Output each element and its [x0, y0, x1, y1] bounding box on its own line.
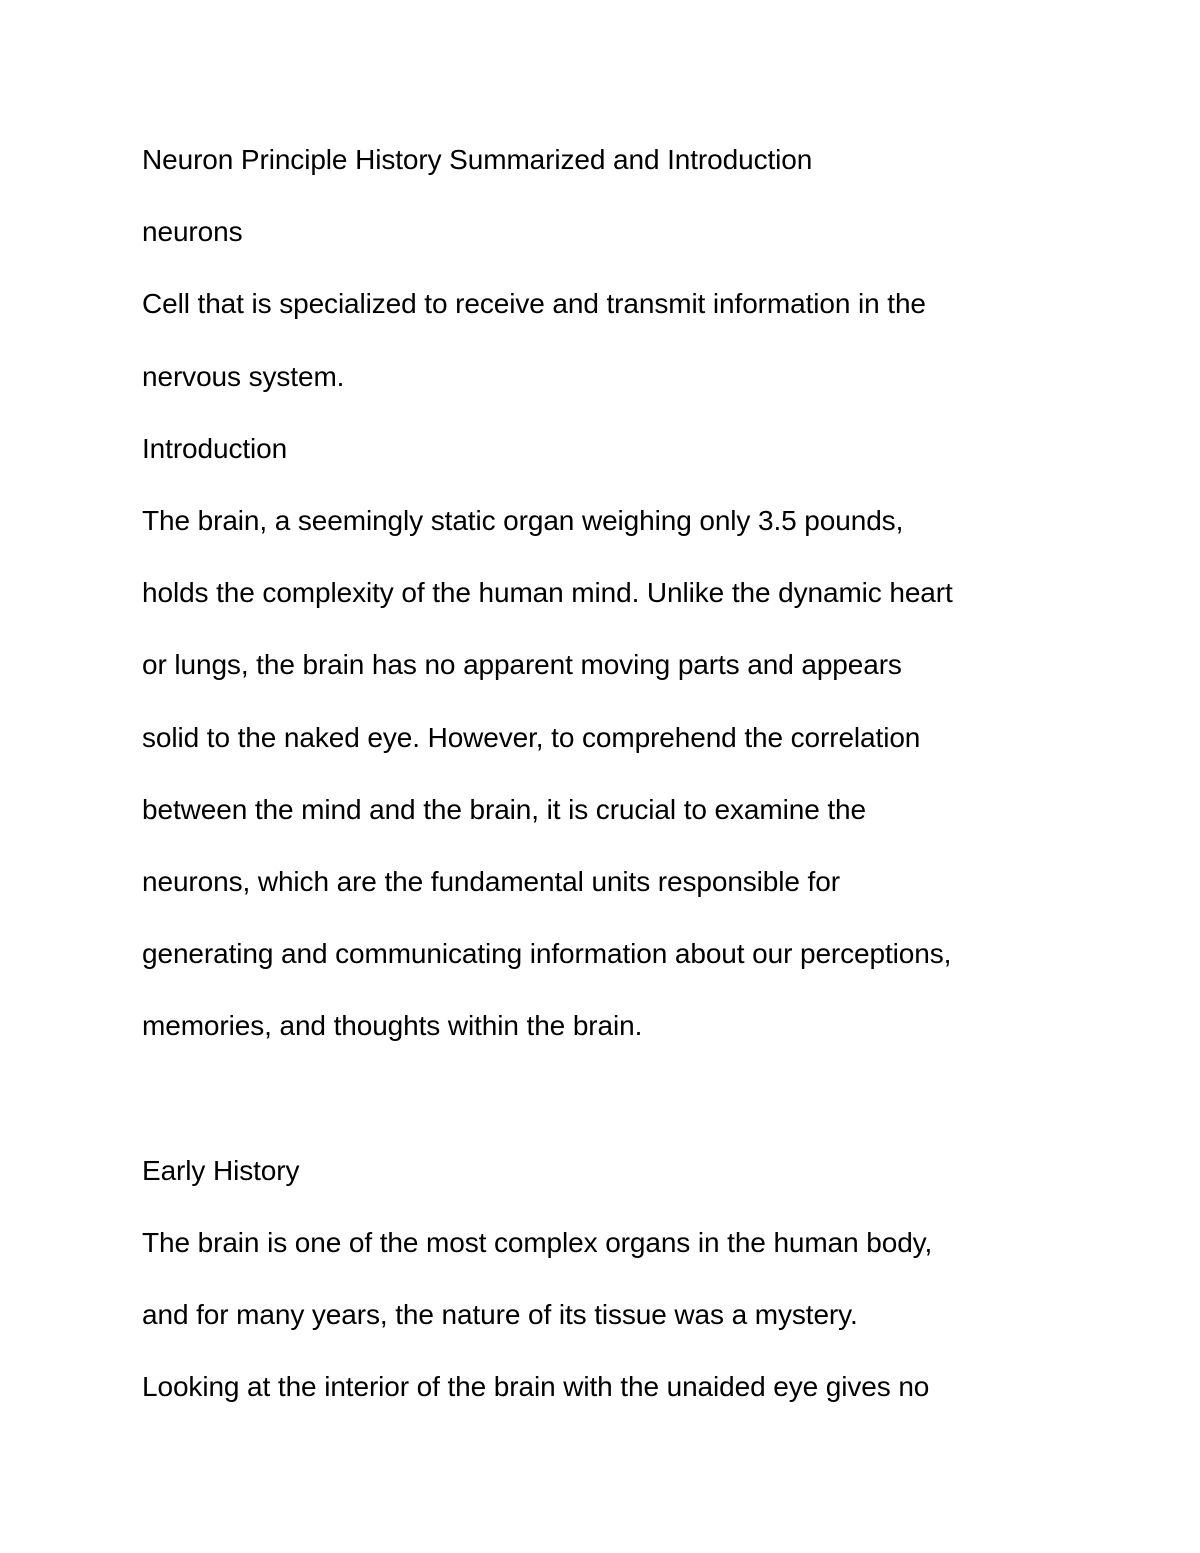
- intro-line: generating and communicating information about our perceptions,: [142, 938, 952, 970]
- intro-line: The brain, a seemingly static organ weighing only 3.5 pounds,: [142, 504, 904, 536]
- history-line: The brain is one of the most complex organs in the human body,: [142, 1226, 933, 1258]
- intro-line: holds the complexity of the human mind. Unlike the dynamic heart: [142, 577, 953, 609]
- term-heading: neurons: [142, 216, 243, 248]
- intro-heading: Introduction: [142, 432, 288, 464]
- intro-line: memories, and thoughts within the brain.: [142, 1010, 643, 1042]
- intro-line: neurons, which are the fundamental units responsible for: [142, 865, 840, 897]
- document-body: [142, 141, 1102, 1440]
- history-line: Looking at the interior of the brain with the unaided eye gives no: [142, 1371, 930, 1403]
- history-heading: Early History: [142, 1154, 300, 1186]
- definition-line: nervous system.: [142, 360, 345, 392]
- paragraph-gap: [142, 1079, 1102, 1151]
- definition-line: Cell that is specialized to receive and transmit information in the: [142, 288, 926, 320]
- history-line: and for many years, the nature of its tissue was a mystery.: [142, 1299, 858, 1330]
- document-title: Neuron Principle History Summarized and Introduction: [142, 144, 813, 175]
- intro-line: solid to the naked eye. However, to comprehend the correlation: [142, 721, 921, 753]
- intro-line: between the mind and the brain, it is crucial to examine the: [142, 793, 866, 825]
- intro-line: or lungs, the brain has no apparent moving parts and appears: [142, 649, 902, 681]
